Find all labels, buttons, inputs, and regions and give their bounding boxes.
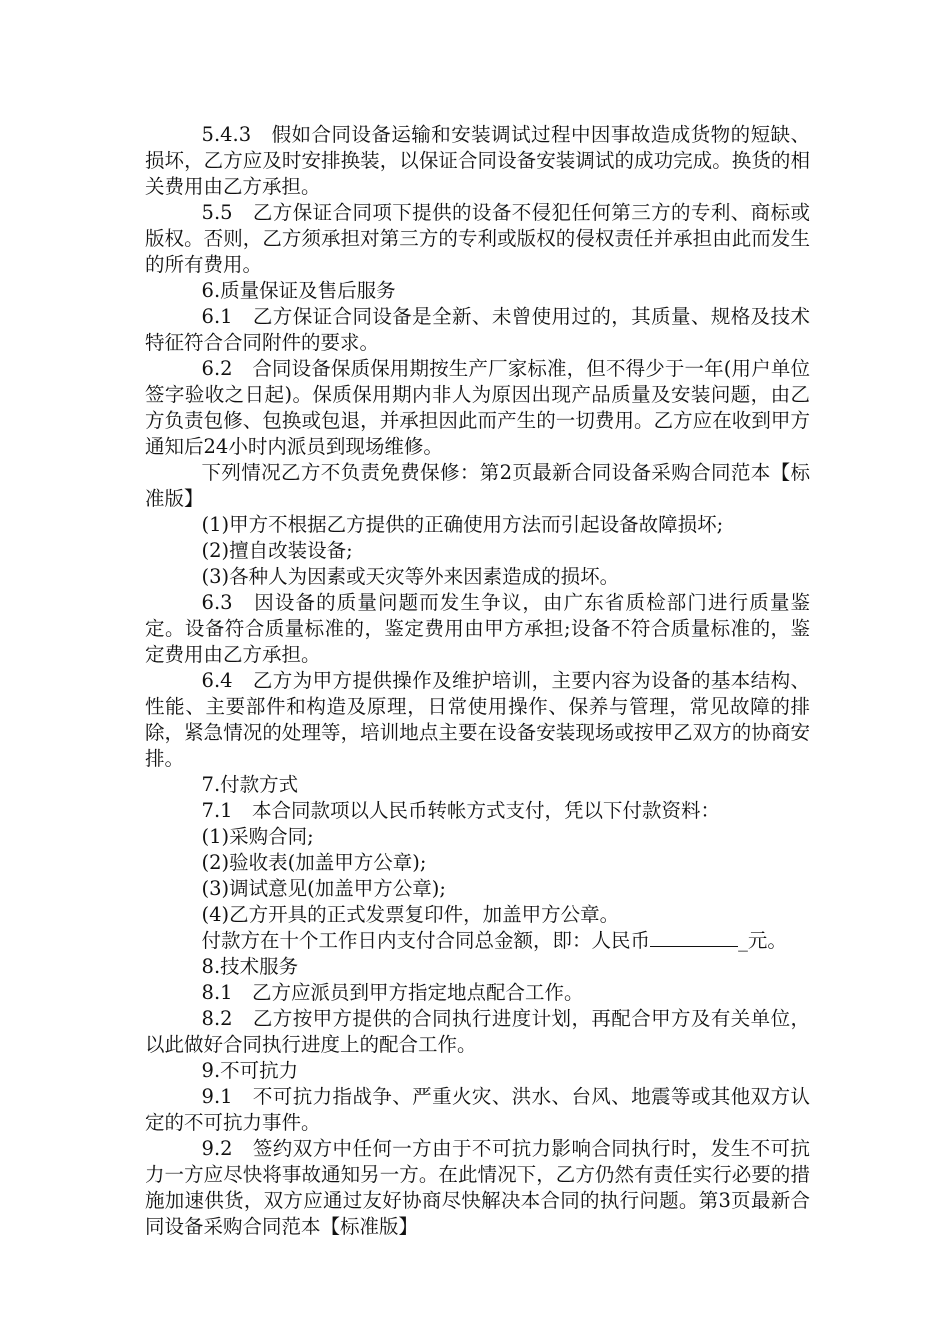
payment-doc-3: (3)调试意见(加盖甲方公章); xyxy=(201,877,446,900)
clause-8-2: 8.2 乙方按甲方提供的合同执行进度计划，再配合甲方及有关单位，以此做好合同执行进度上的配合工作。 xyxy=(145,1007,810,1056)
payment-doc-4: (4)乙方开具的正式发票复印件，加盖甲方公章。 xyxy=(201,903,620,926)
amount-blank xyxy=(650,928,738,947)
payment-doc-1: (1)采购合同; xyxy=(201,825,314,848)
payment-doc-2: (2)验收表(加盖甲方公章); xyxy=(201,851,427,874)
section-7-heading: 7.付款方式 xyxy=(201,773,299,796)
clause-9-1: 9.1 不可抗力指战争、严重火灾、洪水、台风、地震等或其他双方认定的不可抗力事件。 xyxy=(145,1085,810,1134)
payment-amount-prefix: 付款方在十个工作日内支付合同总金额，即：人民币 xyxy=(201,929,651,952)
section-6-heading: 6.质量保证及售后服务 xyxy=(201,279,396,302)
payment-amount-line xyxy=(145,928,810,954)
clause-9-2: 9.2 签约双方中任何一方由于不可抗力影响合同执行时，发生不可抗力一方应尽快将事故通知另一方。在此情况下，乙方仍然有责任实行必要的措施加速供货，双方应通过友好协商尽快解决本合同的执行问题。第3页最新合同设备采购合同范本【标准版】 xyxy=(145,1137,810,1238)
clause-5-5: 5.5 乙方保证合同项下提供的设备不侵犯任何第三方的专利、商标或版权。否则，乙方须承担对第三方的专利或版权的侵权责任并承担由此而发生的所有费用。 xyxy=(145,201,810,276)
clause-6-4: 6.4 乙方为甲方提供操作及维护培训，主要内容为设备的基本结构、性能、主要部件和构造及原理，日常使用操作、保养与管理，常见故障的排除，紧急情况的处理等，培训地点主要在设备安装现场或按甲乙双方的协商安排。 xyxy=(145,669,810,770)
clause-6-3: 6.3 因设备的质量问题而发生争议，由广东省质检部门进行质量鉴定。设备符合质量标准的，鉴定费用由甲方承担;设备不符合质量标准的，鉴定费用由乙方承担。 xyxy=(145,591,810,666)
clause-5-4-3: 5.4.3 假如合同设备运输和安装调试过程中因事故造成货物的短缺、损坏，乙方应及时安排换装，以保证合同设备安装调试的成功完成。换货的相关费用由乙方承担。 xyxy=(145,123,810,198)
exclusion-item-2: (2)擅自改装设备; xyxy=(201,539,353,562)
clause-7-1: 7.1 本合同款项以人民币转帐方式支付，凭以下付款资料： xyxy=(201,799,721,822)
exclusion-item-1: (1)甲方不根据乙方提供的正确使用方法而引起设备故障损坏; xyxy=(201,513,724,536)
clause-8-1: 8.1 乙方应派员到甲方指定地点配合工作。 xyxy=(201,981,584,1004)
clause-6-1: 6.1 乙方保证合同设备是全新、未曾使用过的，其质量、规格及技术特征符合合同附件的要求。 xyxy=(145,305,810,354)
exclusion-item-3: (3)各种人为因素或天灾等外来因素造成的损坏。 xyxy=(201,565,620,588)
warranty-exclusions-intro: 下列情况乙方不负责免费保修：第2页最新合同设备采购合同范本【标准版】 xyxy=(145,461,810,510)
document-page xyxy=(145,122,810,1240)
payment-amount-suffix: _元。 xyxy=(738,929,787,952)
clause-6-2: 6.2 合同设备保质保用期按生产厂家标准，但不得少于一年(用户单位签字验收之日起)。保质保用期内非人为原因出现产品质量及安装问题，由乙方负责包修、包换或包退，并承担因此而产生的一切费用。乙方应在收到甲方通知后24小时内派员到现场维修。 xyxy=(145,357,810,458)
section-8-heading: 8.技术服务 xyxy=(201,955,299,978)
section-9-heading: 9.不可抗力 xyxy=(201,1059,299,1082)
